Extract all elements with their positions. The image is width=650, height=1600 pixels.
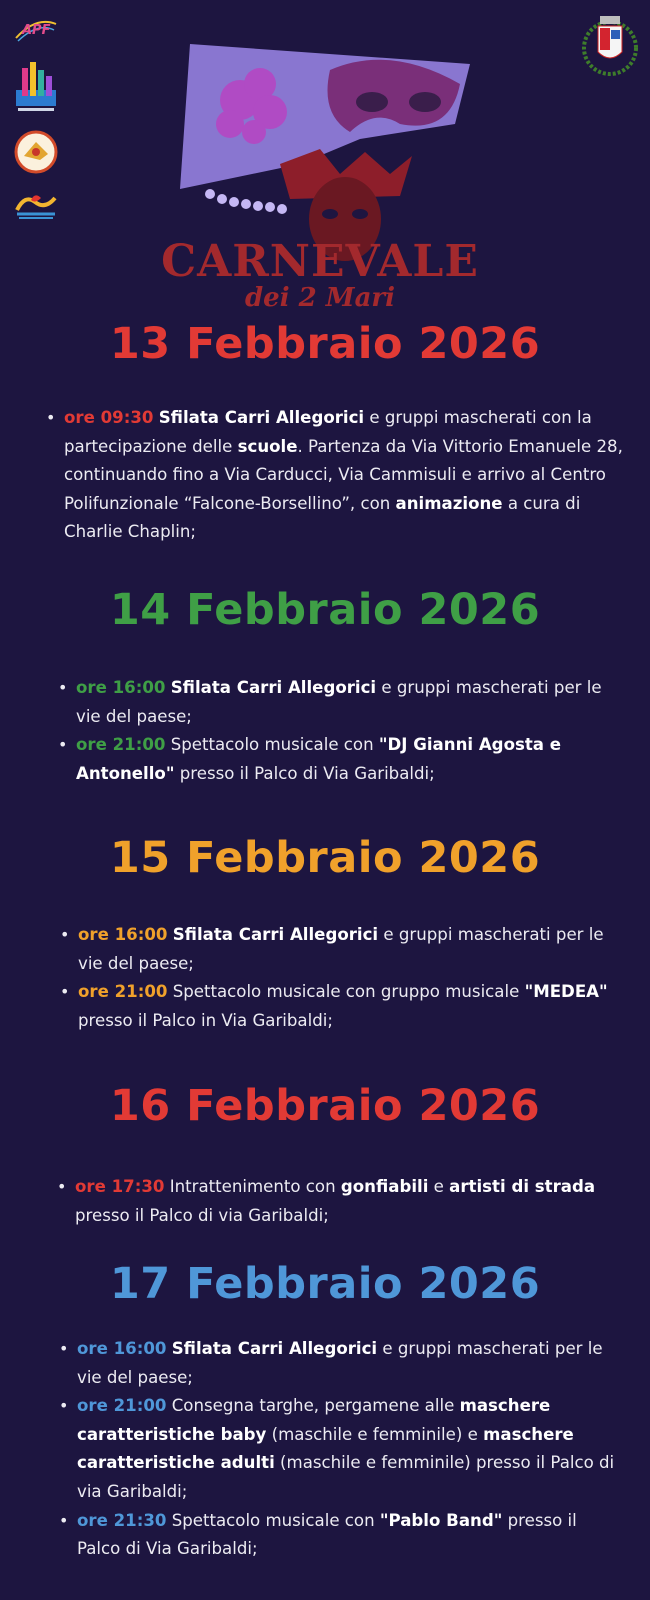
event-highlight: Sfilata Carri Allegorici — [171, 1339, 378, 1358]
event-highlight: Sfilata Carri Allegorici — [170, 678, 377, 697]
day-heading: 13 Febbraio 2026 — [109, 319, 541, 369]
municipal-crest-icon — [582, 12, 638, 76]
sicily-emblem-logo — [14, 130, 58, 174]
event-item — [78, 921, 608, 978]
event-list — [77, 1335, 622, 1564]
event-time: ore 16:00 — [78, 925, 168, 944]
event-highlight: Sfilata Carri Allegorici — [158, 408, 365, 427]
day-heading: 16 Febbraio 2026 — [109, 1081, 541, 1131]
event-item — [78, 978, 608, 1035]
event-text: . Partenza da Via Vittorio Emanuele 28, continuando fino a Via Carducci, Via Cammisuli e arrivo al Centro Polifunzionale “Falcone-Borsellino”, con — [64, 436, 623, 513]
event-list — [75, 1173, 625, 1230]
event-time: ore 21:30 — [77, 1510, 167, 1530]
event-text: e — [428, 1177, 450, 1196]
event-highlight: maschere caratteristiche adulti — [77, 1424, 574, 1473]
apf-logo — [12, 14, 60, 44]
event-time: ore 21:00 — [78, 982, 168, 1002]
event-time: ore 21:00 — [76, 735, 166, 755]
event-highlight: "MEDEA" — [524, 982, 608, 1002]
event-text: (maschile e femminile) presso il Palco di via Garibaldi; — [77, 1453, 615, 1501]
event-highlight: maschere caratteristiche baby — [77, 1396, 551, 1444]
event-highlight: artisti di strada — [449, 1177, 596, 1196]
event-item — [76, 731, 606, 788]
event-highlight: animazione — [395, 493, 503, 513]
day-heading: 15 Febbraio 2026 — [109, 833, 541, 883]
event-time: ore 16:00 — [77, 1339, 167, 1358]
event-item — [77, 1507, 622, 1564]
event-text: a cura di Charlie Chaplin; — [64, 493, 581, 542]
event-text: e gruppi mascherati per le vie del paese; — [78, 925, 604, 973]
event-text: presso il Palco in Via Garibaldi; — [78, 1010, 333, 1030]
event-list — [76, 674, 606, 788]
event-highlight: scuole — [237, 436, 298, 456]
event-item — [64, 404, 630, 547]
event-text: Spettacolo musicale con — [165, 735, 379, 755]
event-list — [64, 404, 630, 547]
event-highlight: "DJ Gianni Agosta e Antonello" — [76, 735, 562, 783]
event-text: Spettacolo musicale con — [166, 1510, 380, 1530]
carnival-mask-illustration — [150, 24, 490, 314]
event-text: (maschile e femminile) e — [266, 1424, 484, 1444]
event-item — [77, 1335, 622, 1392]
event-text: presso il Palco di Via Garibaldi; — [174, 763, 435, 783]
event-item — [77, 1392, 622, 1506]
svg-text:APF: APF — [22, 23, 51, 38]
event-text: e gruppi mascherati per le vie del paese; — [76, 678, 602, 726]
event-highlight: "Pablo Band" — [379, 1510, 503, 1530]
banner-subtitle: dei 2 Mari — [245, 283, 395, 313]
banner-title: CARNEVALE — [161, 236, 479, 287]
event-text: presso il Palco di via Garibaldi; — [75, 1205, 329, 1225]
event-time: ore 21:00 — [77, 1396, 167, 1416]
event-time: ore 09:30 — [64, 408, 154, 427]
region-logo — [13, 190, 59, 220]
association-logo — [14, 60, 58, 114]
event-item — [76, 674, 606, 731]
event-text: e gruppi mascherati per le vie del paese; — [77, 1339, 603, 1387]
event-text: Spettacolo musicale con gruppo musicale — [167, 982, 525, 1002]
event-text: Intrattenimento con — [164, 1177, 341, 1196]
event-text: e gruppi mascherati con la partecipazione delle — [64, 408, 592, 456]
event-text: Consegna targhe, pergamene alle — [166, 1396, 460, 1416]
day-heading: 14 Febbraio 2026 — [109, 585, 541, 635]
event-time: ore 16:00 — [76, 678, 166, 697]
event-time: ore 17:30 — [75, 1177, 165, 1196]
day-heading: 17 Febbraio 2026 — [109, 1259, 541, 1309]
event-list — [78, 921, 608, 1035]
event-item — [75, 1173, 625, 1230]
event-highlight: Sfilata Carri Allegorici — [172, 925, 379, 944]
event-highlight: gonfiabili — [340, 1177, 429, 1196]
event-text: presso il Palco di Via Garibaldi; — [77, 1510, 577, 1559]
sponsor-logos — [10, 14, 62, 236]
